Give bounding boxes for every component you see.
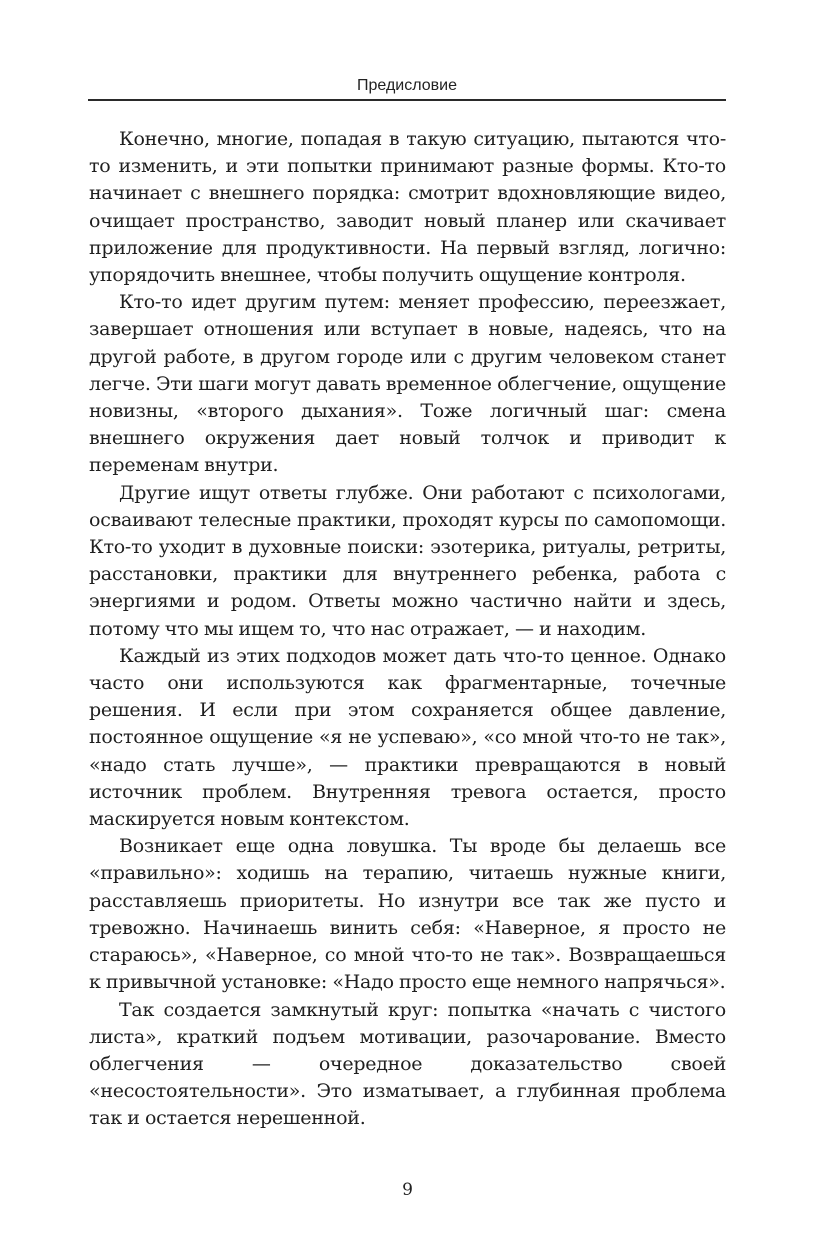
page-number: 9 [402, 1180, 413, 1200]
paragraph-2: Кто-то идет другим путем: меняет профессию, переезжает, завершает отношения или вступает в новые, надеясь, что на другой работе, в другом городе или с другим человеком станет легче. Эти шаги могут давать временное облегчение, ощущение новизны, «второго дыхания». Тоже логичный шаг: смена внешнего окружения дает новый толчок и приводит к переменам внутри. [89, 291, 726, 477]
body-text [89, 126, 726, 1133]
paragraph-6: Так создается замкнутый круг: попытка «начать с чистого листа», краткий подъем мотивации, разочарование. Вместо облегчения — очередное доказательство своей «несостоятельности». Это изматывает, а глубинная проблема так и остается нерешенной. [89, 998, 726, 1130]
paragraph-5: Возникает еще одна ловушка. Ты вроде бы делаешь все «правильно»: ходишь на терапию, читаешь нужные книги, расставляешь приоритеты. Но изнутри все так же пусто и тревожно. Начинаешь винить себя: «Наверное, я просто не стараюсь», «Наверное, со мной что-то не так». Возвращаешься к привычной установке: «Надо просто еще немного напрячься». [89, 835, 726, 994]
paragraph-1: Конечно, многие, попадая в такую ситуацию, пытаются что-то изменить, и эти попытки принимают разные формы. Кто-то начинает с внешнего порядка: смотрит вдохновляющие видео, очищает пространство, заводит новый планер или скачивает приложение для продуктивности. На первый взгляд, логично: упорядочить внешнее, чтобы получить ощущение контроля. [89, 128, 726, 287]
header-rule [88, 99, 726, 101]
running-head-title: Предисловие [357, 77, 457, 94]
paragraph-4: Каждый из этих подходов может дать что-то ценное. Однако часто они используются как фрагментарные, точечные решения. И если при этом сохраняется общее давление, постоянное ощущение «я не успеваю», «со мной что-то не так», «надо стать лучше», — практики превращаются в новый источник проблем. Внутренняя тревога остается, просто маскируется новым контекстом. [89, 644, 726, 831]
paragraph-3: Другие ищут ответы глубже. Они работают с психологами, осваивают телесные практики, проходят курсы по самопомощи. Кто-то уходит в духовные поиски: эзотерика, ритуалы, ретриты, расстановки, практики для внутреннего ребенка, работа с энергиями и родом. Ответы можно частично найти и здесь, потому что мы ищем то, что нас отражает, — и находим. [89, 481, 726, 640]
